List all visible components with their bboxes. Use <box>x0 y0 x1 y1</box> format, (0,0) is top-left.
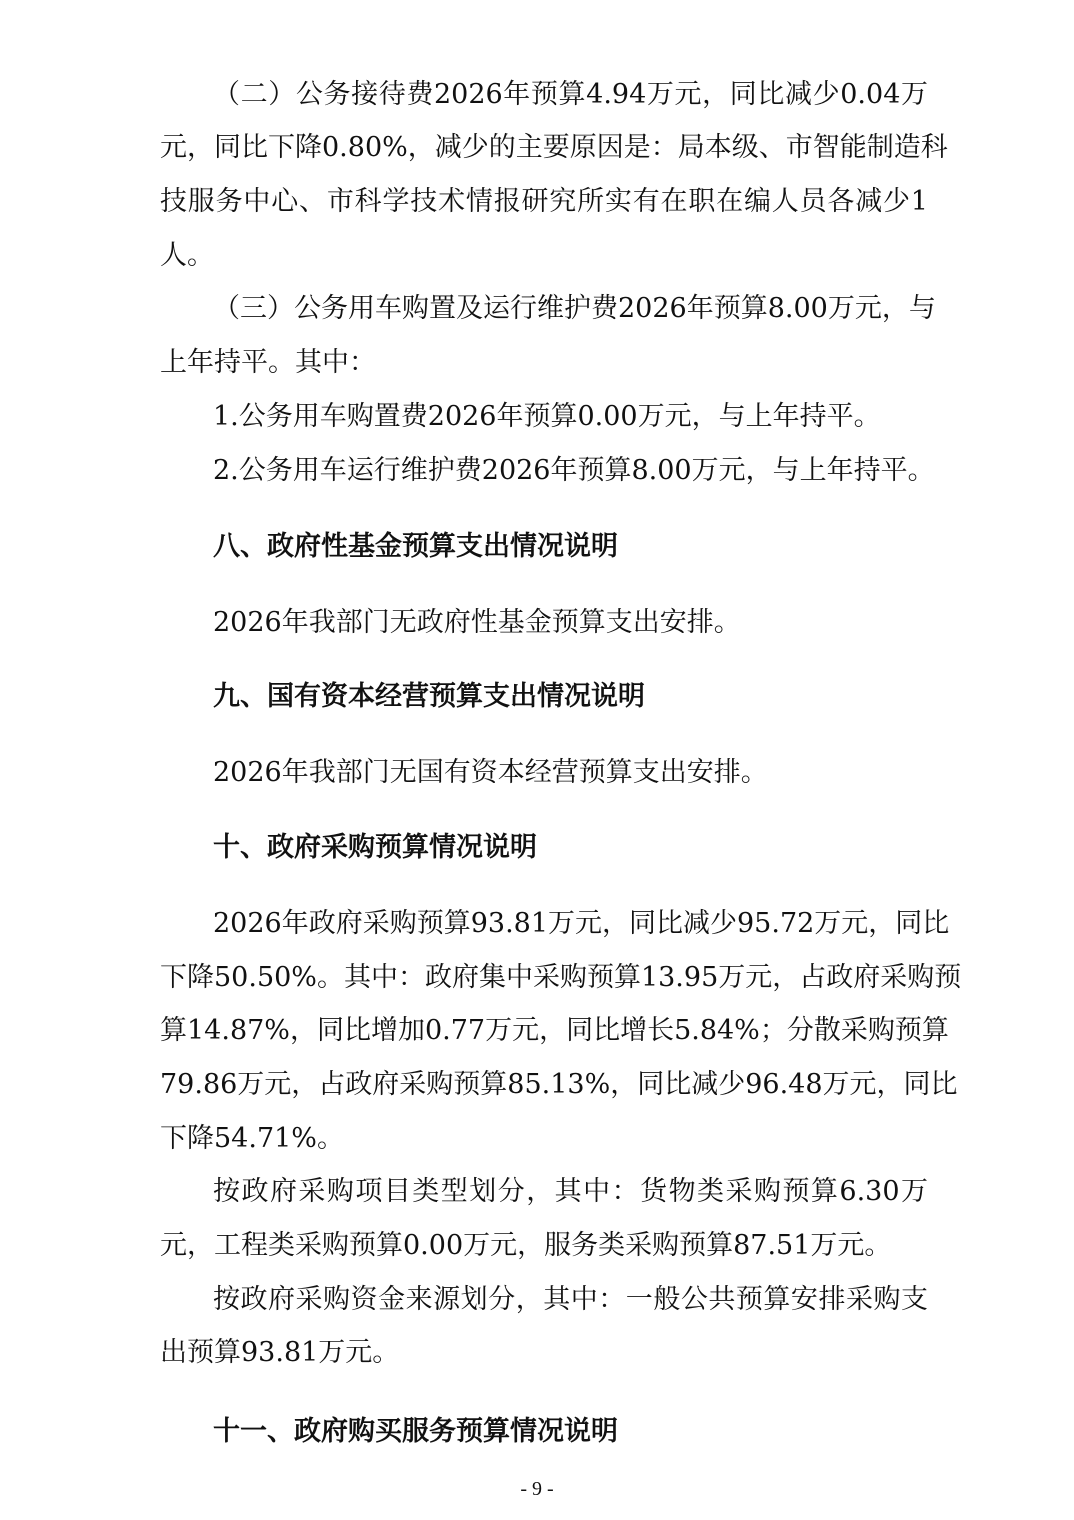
paragraph-line: 下降54.71%。 <box>160 1123 344 1154</box>
paragraph-line: 2026年我部门无政府性基金预算支出安排。 <box>213 607 741 638</box>
paragraph-line: 人。 <box>160 240 214 271</box>
paragraph-line: （二）公务接待费2026年预算4.94万元，同比减少0.04万 <box>213 79 928 110</box>
section-heading-10: 十、政府采购预算情况说明 <box>213 832 537 863</box>
section-heading-9: 九、国有资本经营预算支出情况说明 <box>213 681 645 712</box>
paragraph-line: 元，同比下降0.80%，减少的主要原因是：局本级、市智能制造科 <box>160 132 948 163</box>
section-heading-8: 八、政府性基金预算支出情况说明 <box>213 531 618 562</box>
paragraph-line: 下降50.50%。其中：政府集中采购预算13.95万元，占政府采购预 <box>160 962 962 993</box>
paragraph-line: 出预算93.81万元。 <box>160 1337 400 1368</box>
paragraph-line: 2026年我部门无国有资本经营预算支出安排。 <box>213 757 768 788</box>
paragraph-line: 技服务中心、市科学技术情报研究所实有在职在编人员各减少1 <box>160 186 928 217</box>
paragraph-line: 上年持平。其中： <box>160 347 376 378</box>
paragraph-line: 按政府采购资金来源划分，其中：一般公共预算安排采购支 <box>213 1284 928 1315</box>
paragraph-line: 按政府采购项目类型划分，其中：货物类采购预算6.30万 <box>213 1176 928 1207</box>
paragraph-line: （三）公务用车购置及运行维护费2026年预算8.00万元，与 <box>213 293 936 324</box>
section-heading-11: 十一、政府购买服务预算情况说明 <box>213 1416 618 1447</box>
page-number: - 9 - <box>520 1478 554 1500</box>
paragraph-line: 元，工程类采购预算0.00万元，服务类采购预算87.51万元。 <box>160 1230 892 1261</box>
paragraph-line: 算14.87%，同比增加0.77万元，同比增长5.84%；分散采购预算 <box>160 1015 949 1046</box>
paragraph-line: 1.公务用车购置费2026年预算0.00万元，与上年持平。 <box>213 401 881 432</box>
paragraph-line: 79.86万元，占政府采购预算85.13%，同比减少96.48万元，同比 <box>160 1069 958 1100</box>
paragraph-line: 2.公务用车运行维护费2026年预算8.00万元，与上年持平。 <box>213 455 935 486</box>
paragraph-line: 2026年政府采购预算93.81万元，同比减少95.72万元，同比 <box>213 908 950 939</box>
